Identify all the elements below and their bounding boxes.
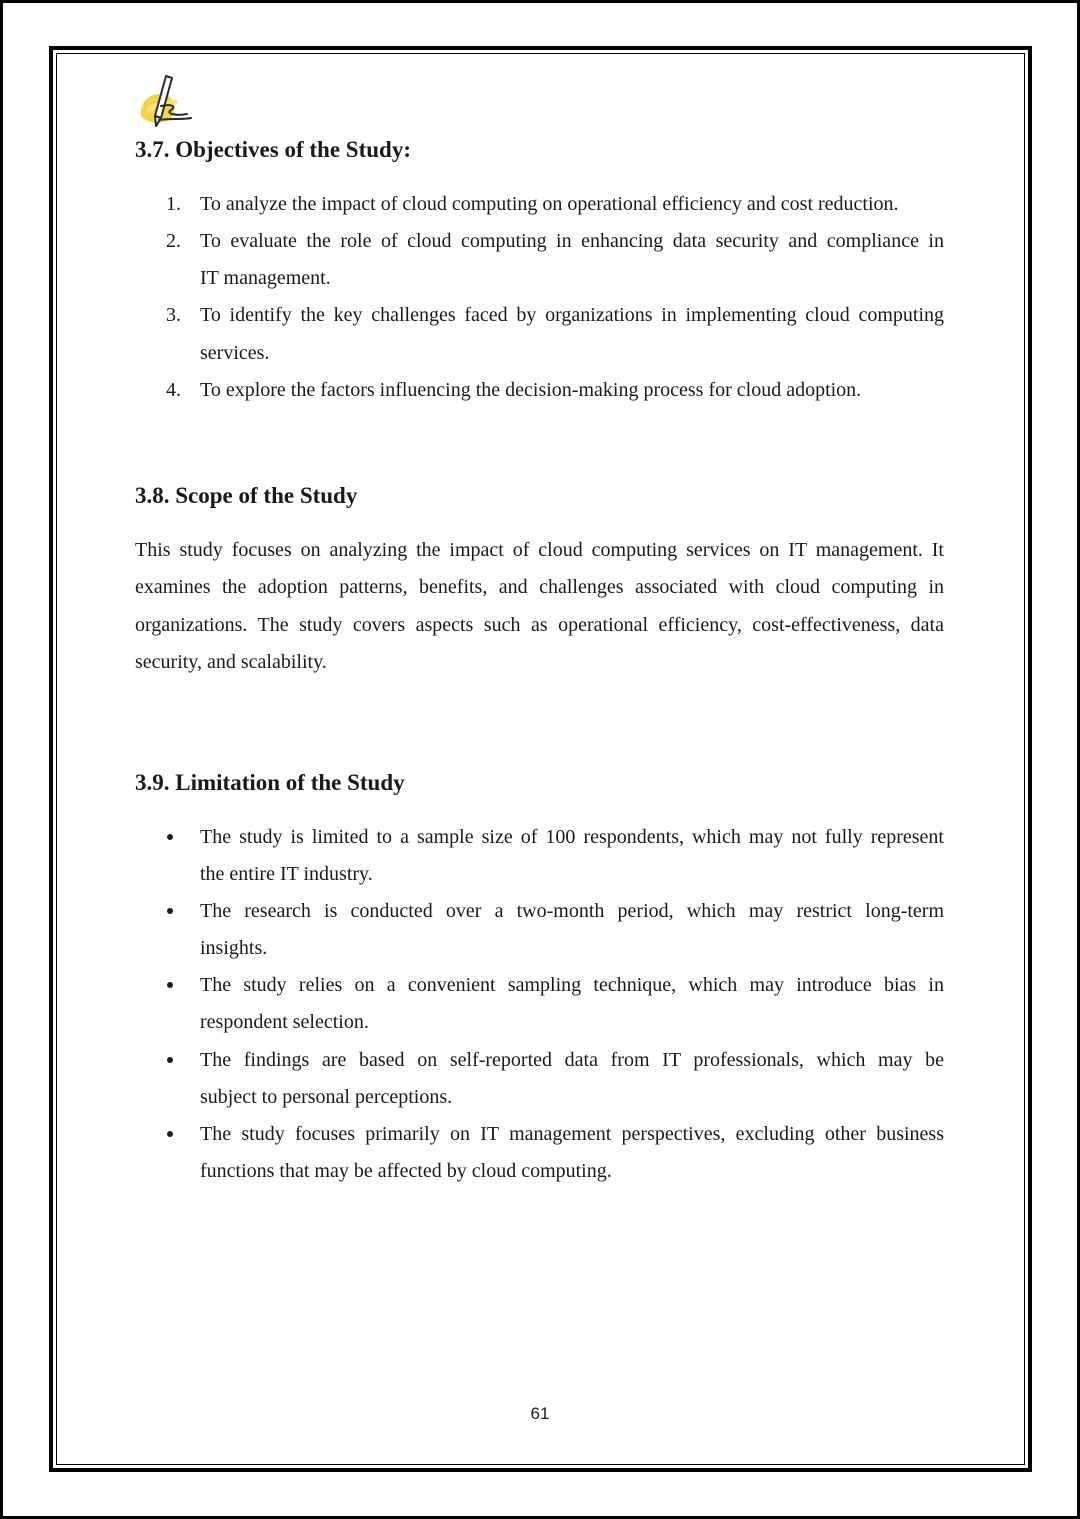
bullet-item-line: insights. xyxy=(200,937,268,959)
bullet-item-line: respondent selection. xyxy=(200,1011,369,1033)
section-heading-limitation: 3.9. Limitation of the Study xyxy=(135,770,405,795)
page-border-inner xyxy=(56,53,1025,1465)
bullet-item-line: The study relies on a convenient sampling technique, which may introduce bias in xyxy=(200,974,944,996)
bullet-dot xyxy=(167,908,173,914)
list-marker: 4. xyxy=(166,379,181,401)
bullet-item-line: The study is limited to a sample size of 100 respondents, which may not fully represent xyxy=(200,826,944,848)
section-heading-scope: 3.8. Scope of the Study xyxy=(135,483,358,508)
list-item-line: To analyze the impact of cloud computing on operational efficiency and cost reduction. xyxy=(200,193,899,215)
bullet-item-line: subject to personal perceptions. xyxy=(200,1086,453,1108)
list-marker: 2. xyxy=(166,230,181,252)
list-item-line: To explore the factors influencing the decision-making process for cloud adoption. xyxy=(200,379,862,401)
list-marker: 3. xyxy=(166,304,181,326)
bullet-item-line: The study focuses primarily on IT management perspectives, excluding other business xyxy=(200,1123,944,1145)
list-item-line: To evaluate the role of cloud computing in enhancing data security and compliance in xyxy=(200,230,944,252)
list-item-line: To identify the key challenges faced by organizations in implementing cloud computing xyxy=(200,304,944,326)
paragraph-line: This study focuses on analyzing the impact of cloud computing services on IT management. It xyxy=(135,539,944,561)
bullet-item-line: The findings are based on self-reported data from IT professionals, which may be xyxy=(200,1049,944,1071)
bullet-item-line: functions that may be affected by cloud computing. xyxy=(200,1160,612,1182)
bullet-dot xyxy=(167,1057,173,1063)
bullet-dot xyxy=(167,1131,173,1137)
list-item-line: IT management. xyxy=(200,267,331,289)
paragraph-line: organizations. The study covers aspects such as operational efficiency, cost-effectiveness, data xyxy=(135,614,944,636)
bullet-dot xyxy=(167,982,173,988)
paragraph-line: security, and scalability. xyxy=(135,651,327,673)
bullet-item-line: The research is conducted over a two-month period, which may restrict long-term xyxy=(200,900,944,922)
section-heading-objectives: 3.7. Objectives of the Study: xyxy=(135,137,411,162)
page-number: 61 xyxy=(530,1404,550,1423)
list-marker: 1. xyxy=(166,193,181,215)
paragraph-line: examines the adoption patterns, benefits, and challenges associated with cloud computing in xyxy=(135,576,944,598)
bullet-item-line: the entire IT industry. xyxy=(200,863,373,885)
pen-icon xyxy=(137,72,201,132)
bullet-dot xyxy=(167,834,173,840)
list-item-line: services. xyxy=(200,342,270,364)
